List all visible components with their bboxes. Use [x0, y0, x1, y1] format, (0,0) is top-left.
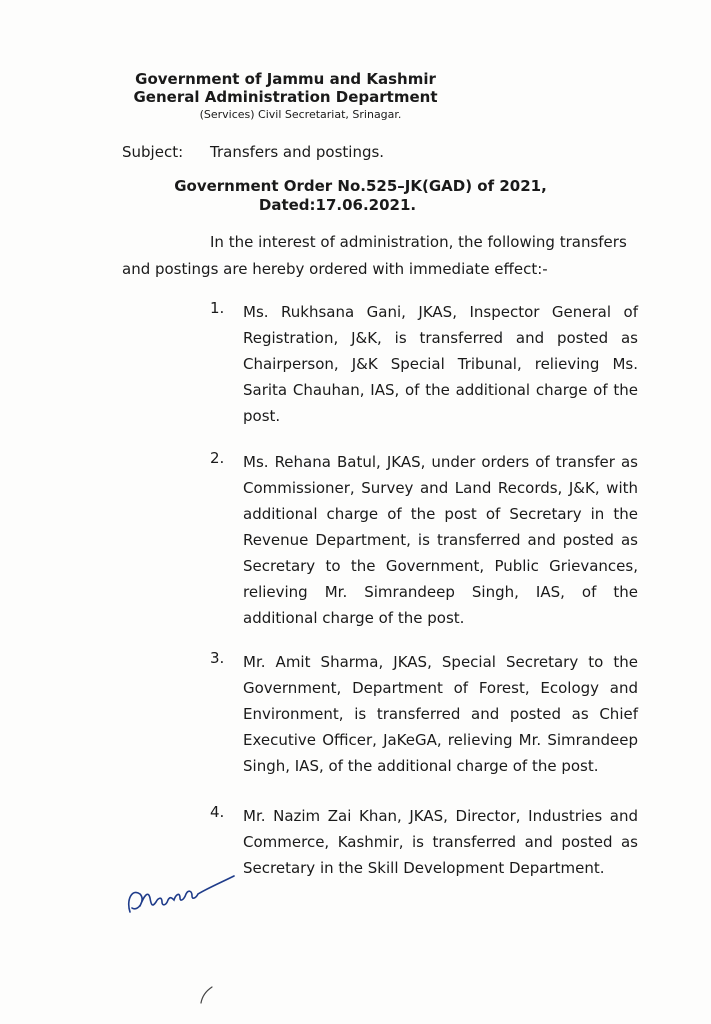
intro-line-1: In the interest of administration, the following transfers: [210, 233, 627, 251]
item-number: 3.: [210, 649, 225, 667]
item-text: Ms. Rukhsana Gani, JKAS, Inspector General of Registration, J&K, is transferred and posted as Chairperson, J&K Special Tribunal, relieving Ms. Sarita Chauhan, IAS, of the additional charge of the post.: [243, 303, 638, 425]
subject-label: Subject:: [122, 143, 184, 161]
order-date: Dated:17.06.2021.: [258, 196, 417, 214]
item-number: 2.: [210, 449, 225, 467]
item-number: 4.: [210, 803, 225, 821]
header-address: (Services) Civil Secretariat, Srinagar.: [199, 108, 402, 121]
item-text: Mr. Amit Sharma, JKAS, Special Secretary to the Government, Department of Forest, Ecology and Environment, is transferred and posted as Chief Executive Officer, JaKeGA, relieving Mr. Simrandeep Singh, IAS, of the additional charge of the post.: [243, 653, 638, 775]
header-department: General Administration Department: [133, 88, 438, 106]
handwritten-signature: [122, 860, 242, 930]
signature-stroke: [129, 876, 234, 912]
header-government: Government of Jammu and Kashmir: [135, 70, 436, 88]
item-number: 1.: [210, 299, 225, 317]
order-number: Government Order No.525–JK(GAD) of 2021,: [174, 177, 547, 195]
pen-mark: [198, 983, 218, 1007]
item-text: Ms. Rehana Batul, JKAS, under orders of transfer as Commissioner, Survey and Land Records, J&K, with additional charge of the post of Secretary in the Revenue Department, is transferred and posted as Secretary to the Government, Public Grievances, relieving Mr. Simrandeep Singh, IAS, of the additional charge of the post.: [243, 453, 638, 627]
subject-text: Transfers and postings.: [210, 143, 385, 161]
intro-line-2: and postings are hereby ordered with immediate effect:-: [122, 260, 548, 278]
item-text: Mr. Nazim Zai Khan, JKAS, Director, Industries and Commerce, Kashmir, is transferred and posted as Secretary in the Skill Development Department.: [243, 807, 638, 877]
